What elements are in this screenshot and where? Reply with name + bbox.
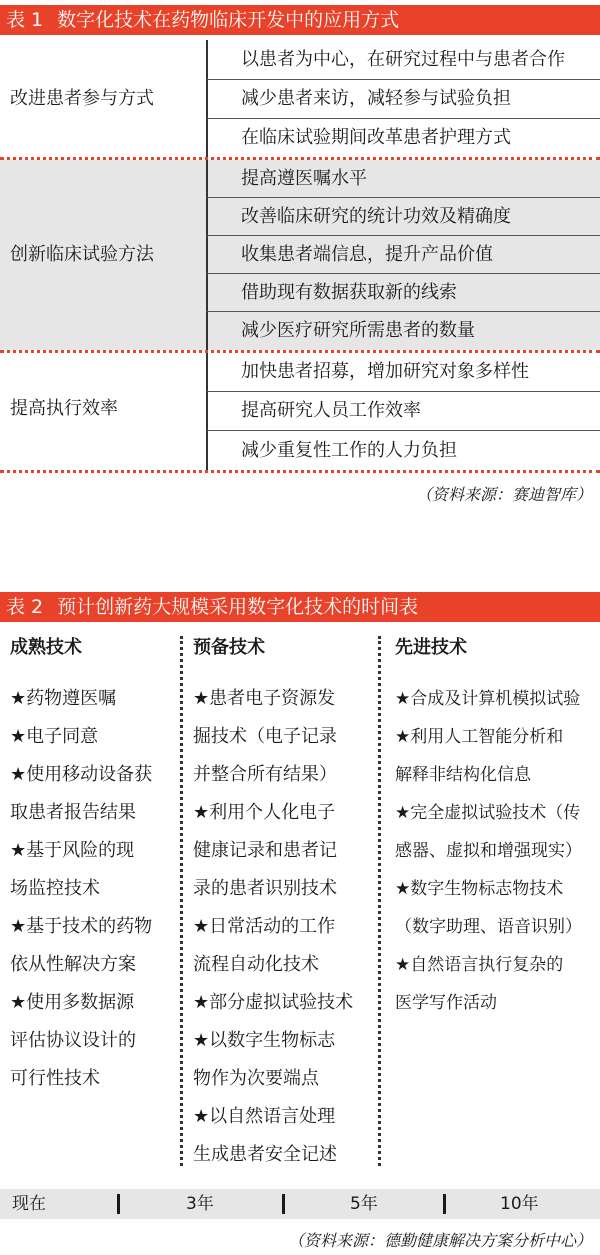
list-item: ★日常活动的工作 — [193, 916, 336, 937]
table1-label: 表 1 — [6, 9, 44, 31]
column-header: 预备技术 — [193, 637, 265, 658]
table1-bottom-divider — [0, 470, 600, 473]
list-item: （数字助理、语音识别） — [395, 917, 582, 937]
timeline-label: 10年 — [500, 1194, 539, 1214]
column-header: 先进技术 — [395, 637, 467, 658]
column-divider — [378, 636, 381, 1166]
list-item: ★自然语言执行复杂的 — [395, 955, 564, 975]
table1-group-efficiency — [0, 353, 600, 470]
column-header: 成熟技术 — [10, 637, 82, 658]
table1-source: （资料来源：赛迪智库） — [415, 485, 592, 504]
column-divider — [180, 636, 183, 1166]
list-item: 掘技术（电子记录 — [193, 726, 337, 747]
list-item: ★患者电子资源发 — [193, 688, 336, 709]
list-item: 录的患者识别技术 — [193, 878, 337, 899]
group-label: 创新临床试验方法 — [10, 244, 154, 265]
table2-title: 预计创新药大规模采用数字化技术的时间表 — [57, 596, 419, 618]
list-item: 解释非结构化信息 — [395, 765, 531, 785]
list-item: ★基于技术的药物 — [10, 916, 153, 937]
table-row: 提高研究人员工作效率 — [241, 400, 421, 421]
list-item: ★完全虚拟试验技术（传 — [395, 803, 581, 823]
column-advanced-tech — [395, 636, 600, 1022]
table1-title: 数字化技术在药物临床开发中的应用方式 — [57, 9, 400, 31]
list-item: ★利用个人化电子 — [193, 802, 336, 823]
group-label: 改进患者参与方式 — [10, 88, 154, 109]
table-row: 减少患者来访，减轻参与试验负担 — [241, 88, 511, 109]
table1 — [0, 40, 600, 470]
list-item: 健康记录和患者记 — [193, 840, 337, 861]
table-row: 在临床试验期间改革患者护理方式 — [241, 127, 511, 148]
list-item: 医学写作活动 — [395, 993, 497, 1013]
column-body — [395, 680, 600, 1022]
list-item: 可行性技术 — [10, 1068, 100, 1089]
column-body — [10, 680, 178, 1098]
table2-source: （资料来源：德勤健康解决方案分析中心） — [287, 1231, 592, 1250]
column-preparatory-tech — [193, 636, 373, 1174]
list-item: 并整合所有结果） — [193, 764, 337, 785]
list-item: 场监控技术 — [10, 878, 100, 899]
list-item: ★数字生物标志物技术 — [395, 879, 564, 899]
column-body — [193, 680, 373, 1174]
table-row: 以患者为中心，在研究过程中与患者合作 — [241, 49, 565, 70]
table-row: 提高遵医嘱水平 — [241, 168, 367, 189]
table1-group-patient-engagement — [0, 40, 600, 157]
list-item: ★药物遵医嘱 — [10, 688, 117, 709]
list-item: 评估协议设计的 — [10, 1030, 136, 1051]
list-item: 流程自动化技术 — [193, 954, 319, 975]
table2-title-bar — [0, 592, 600, 622]
list-item: ★以自然语言处理 — [193, 1106, 336, 1127]
list-item: ★部分虚拟试验技术 — [193, 992, 354, 1013]
list-item: 物作为次要端点 — [193, 1068, 319, 1089]
list-item: ★基于风险的现 — [10, 840, 135, 861]
list-item: ★电子同意 — [10, 726, 99, 747]
list-item: 依从性解决方案 — [10, 954, 136, 975]
list-item: ★使用移动设备获 — [10, 764, 153, 785]
list-item: ★以数字生物标志 — [193, 1030, 336, 1051]
column-mature-tech — [10, 636, 178, 1098]
table-row: 收集患者端信息，提升产品价值 — [241, 244, 493, 265]
list-item: ★合成及计算机模拟试验 — [395, 689, 581, 709]
timeline-label: 3年 — [186, 1194, 214, 1214]
list-item: ★使用多数据源 — [10, 992, 135, 1013]
timeline-tick — [282, 1194, 285, 1214]
timeline-bar — [0, 1189, 600, 1219]
timeline-tick — [117, 1194, 120, 1214]
table-row: 改善临床研究的统计功效及精确度 — [241, 206, 511, 227]
timeline-label: 现在 — [12, 1194, 46, 1214]
list-item: 生成患者安全记述 — [193, 1144, 337, 1165]
list-item: 感器、虚拟和增强现实） — [395, 841, 582, 861]
table-row: 减少重复性工作的人力负担 — [241, 440, 457, 461]
list-item: ★利用人工智能分析和 — [395, 727, 564, 747]
table-row: 借助现有数据获取新的线索 — [241, 282, 457, 303]
group-label: 提高执行效率 — [10, 398, 118, 419]
table-row: 加快患者招募，增加研究对象多样性 — [241, 361, 529, 382]
timeline-tick — [443, 1194, 446, 1214]
timeline-label: 5年 — [350, 1194, 378, 1214]
table-row: 减少医疗研究所需患者的数量 — [241, 320, 475, 341]
table1-title-bar — [0, 5, 600, 35]
table2-label: 表 2 — [6, 596, 44, 618]
list-item: 取患者报告结果 — [10, 802, 136, 823]
table1-group-innovative-methods — [0, 160, 600, 350]
